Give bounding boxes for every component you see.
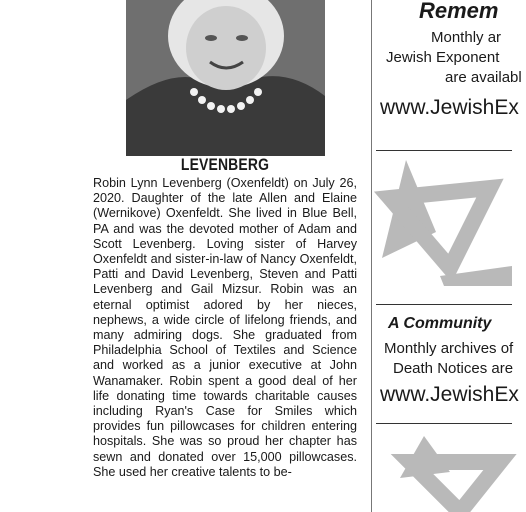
- ad-headline: A Community: [388, 315, 492, 332]
- ad-line-1: Monthly archives of: [384, 340, 514, 357]
- ad-separator: [376, 423, 512, 424]
- star-of-david-icon: [380, 158, 512, 288]
- star-of-david-icon: [380, 432, 512, 512]
- ad-line-3: are availabl: [445, 69, 522, 86]
- obituary-photo: [126, 0, 325, 156]
- ad-url[interactable]: www.JewishEx: [380, 383, 519, 406]
- ad-line-2: Jewish Exponent: [386, 49, 500, 66]
- ad-line-1: Monthly ar: [431, 29, 502, 46]
- obituary-text: Robin Lynn Levenberg (Oxenfeldt) on July 26, 2020. Daughter of the late Allen and Elaine (Wernikove) Oxenfeldt. She lived in Blue Bell, PA and was the devoted mother of Adam and Scott Levenberg. Loving sister of Harvey Oxenfeldt and sister-in-law of Nancy Oxenfeldt, Patti and David Levenberg, Steven and Patti Levenberg and Gail Mizsur. Robin was an eternal optimist adored by her nieces, nephews, a wide circle of lifelong friends, and many admiring dogs. She graduated from Philadelphia School of Textiles and Science and worked as a junior executive at John Wanamaker. Robin spent a good deal of her life donating time towards charitable causes including Ryan's Case for Smiles which provides fun pillowcases for children entering hospitals. She was so proud her chapter has sewn and donated over 15,000 pillowcases. She used her creative talents to be-: [93, 176, 357, 479]
- archive-ad-top: [376, 0, 526, 120]
- ad-headline: Remem: [419, 0, 499, 23]
- ad-url[interactable]: www.JewishEx: [380, 96, 519, 119]
- archive-ad-bottom: [376, 315, 526, 407]
- ad-line-2: Death Notices are: [393, 360, 514, 377]
- column-divider: [371, 0, 372, 512]
- obituary-name: LEVENBERG: [180, 155, 270, 174]
- ad-separator: [376, 150, 512, 151]
- ad-separator: [376, 304, 512, 305]
